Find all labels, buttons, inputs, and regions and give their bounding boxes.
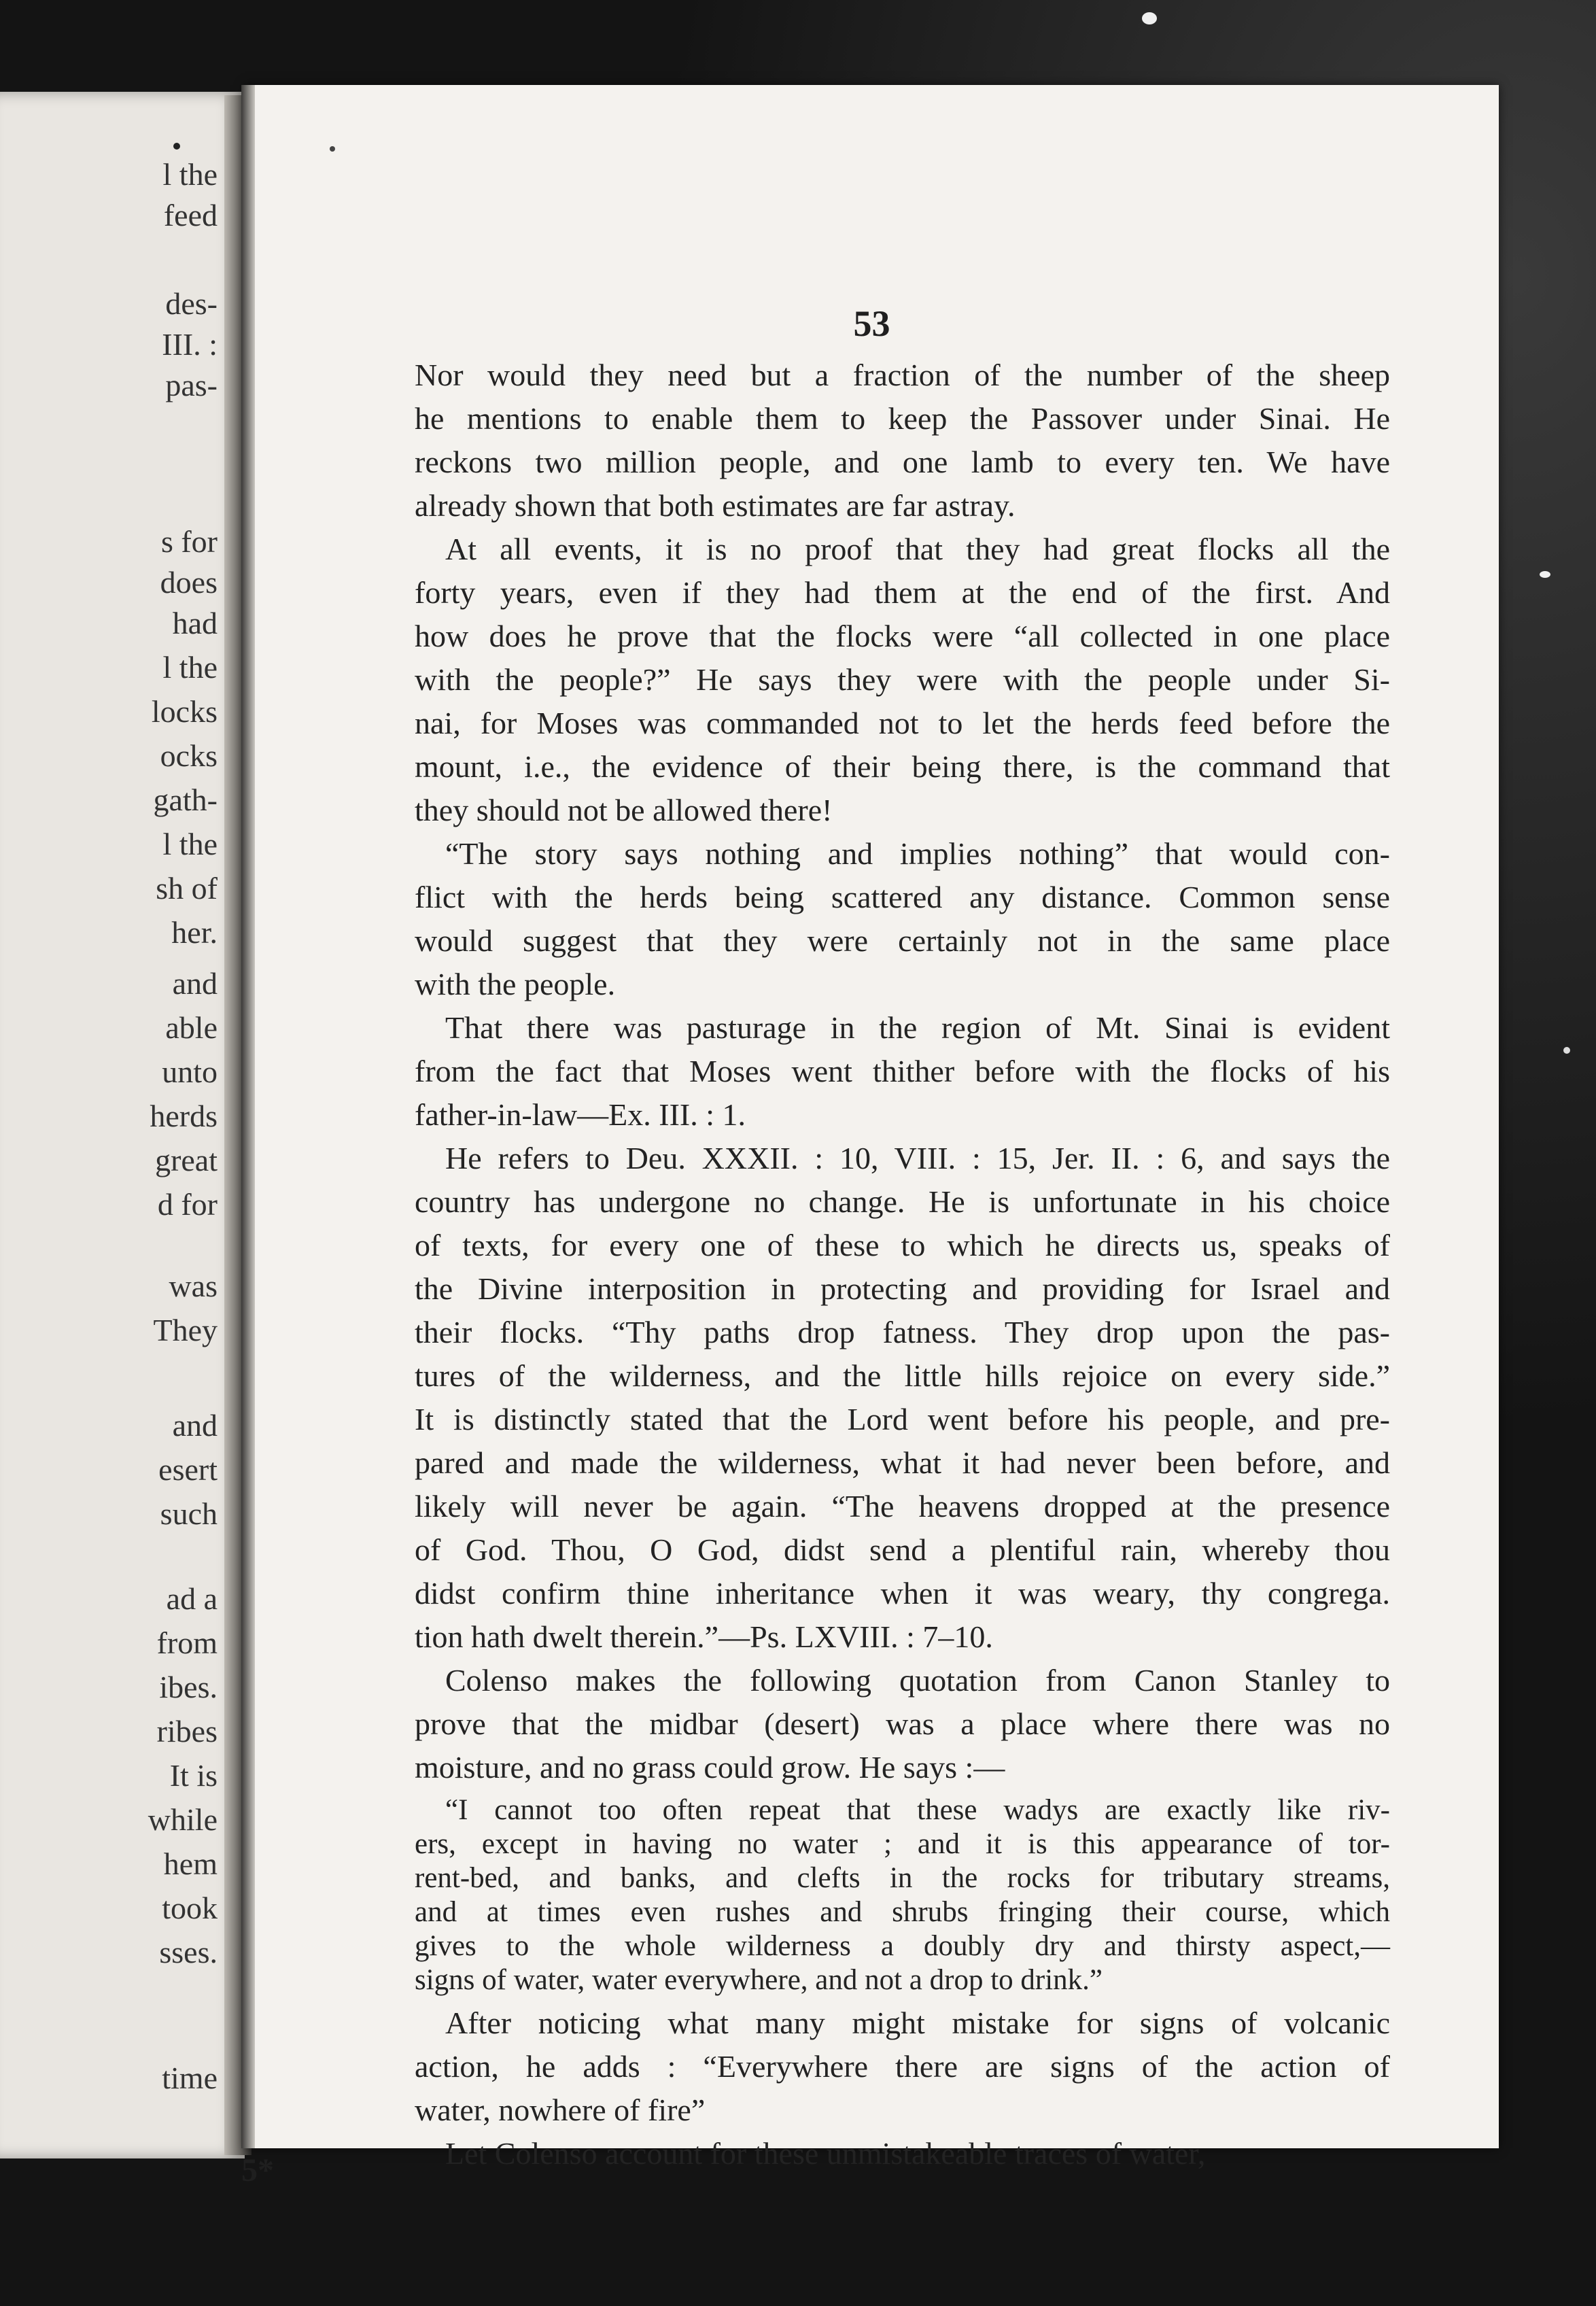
left-page-text-fragment: from bbox=[156, 1625, 218, 1660]
left-page-text-fragment: l the bbox=[162, 827, 218, 861]
left-page-text-fragment: while bbox=[148, 1802, 218, 1837]
left-page-text-fragment: unto bbox=[162, 1054, 218, 1089]
paragraph bbox=[415, 1659, 1390, 1789]
paragraph bbox=[415, 1006, 1390, 1137]
text-line: ers, except in having no water ; and it is this appearance of tor- bbox=[415, 1828, 1390, 1860]
left-page-text-fragment: d for bbox=[157, 1187, 218, 1222]
left-page-text-fragment: great bbox=[155, 1143, 218, 1177]
text-line: he mentions to enable them to keep the Passover under Sinai. He bbox=[415, 401, 1390, 436]
text-line: gives to the whole wilderness a doubly dry and thirsty aspect,— bbox=[415, 1930, 1390, 1962]
left-page-text-fragment: ibes. bbox=[159, 1670, 218, 1704]
page-body bbox=[415, 354, 1390, 2175]
left-page-text-fragment: does bbox=[160, 565, 218, 600]
text-line: their flocks. “Thy paths drop fatness. They drop upon the pas- bbox=[415, 1315, 1390, 1349]
text-line: That there was pasturage in the region of Mt. Sinai is evident bbox=[445, 1010, 1390, 1045]
text-line: father-in-law—Ex. III. : 1. bbox=[415, 1097, 746, 1132]
text-line: of texts, for every one of these to which he directs us, speaks of bbox=[415, 1228, 1390, 1262]
left-page-text-fragment: feed bbox=[163, 198, 218, 233]
left-page-text-fragment: It is bbox=[169, 1758, 218, 1793]
previous-page-fragment bbox=[0, 92, 245, 2158]
left-page-text-fragment: ribes bbox=[156, 1714, 218, 1749]
paragraph bbox=[415, 832, 1390, 1006]
text-line: country has undergone no change. He is unfortunate in his choice bbox=[415, 1184, 1390, 1219]
text-line: how does he prove that the flocks were “all collected in one place bbox=[415, 619, 1390, 653]
left-page-text-fragment: was bbox=[169, 1269, 218, 1303]
text-line: would suggest that they were certainly not in the same place bbox=[415, 923, 1390, 958]
left-page-text-fragment: ad a bbox=[166, 1581, 218, 1616]
paragraph bbox=[415, 1137, 1390, 1659]
paragraph bbox=[415, 354, 1390, 528]
dust-speck bbox=[173, 143, 180, 150]
left-page-text-fragment: and bbox=[172, 966, 218, 1001]
left-page-text-fragment: herds bbox=[150, 1099, 218, 1133]
text-line: with the people?” He says they were with the people under Si- bbox=[415, 662, 1390, 697]
text-line: “The story says nothing and implies nothing” that would con- bbox=[445, 836, 1390, 871]
left-page-text-fragment: time bbox=[162, 2061, 218, 2095]
left-page-text-fragment: such bbox=[160, 1496, 218, 1531]
left-page-text-fragment: able bbox=[165, 1010, 218, 1045]
paragraph bbox=[415, 2001, 1390, 2132]
text-line: reckons two million people, and one lamb to every ten. We have bbox=[415, 445, 1390, 479]
left-page-text-fragment: l the bbox=[162, 157, 218, 192]
left-page-text-fragment: s for bbox=[160, 524, 218, 559]
text-line: didst confirm thine inheritance when it was weary, thy congrega. bbox=[415, 1576, 1390, 1611]
left-page-text-fragment: des- bbox=[165, 286, 218, 321]
left-page-text-fragment: had bbox=[172, 606, 218, 640]
text-line: action, he adds : “Everywhere there are signs of the action of bbox=[415, 2049, 1390, 2084]
left-page-text-fragment: gath- bbox=[153, 782, 218, 817]
dust-speck bbox=[1142, 12, 1157, 24]
text-line: Nor would they need but a fraction of the number of the sheep bbox=[415, 358, 1390, 392]
text-line: water, nowhere of fire” bbox=[415, 2093, 706, 2127]
page-number: 53 bbox=[853, 303, 890, 344]
text-line: rent-bed, and banks, and clefts in the rocks for tributary streams, bbox=[415, 1862, 1390, 1894]
text-line: and at times even rushes and shrubs fringing their course, which bbox=[415, 1896, 1390, 1928]
text-line: “I cannot too often repeat that these wadys are exactly like riv- bbox=[445, 1794, 1390, 1826]
dust-speck bbox=[1563, 1047, 1570, 1054]
text-line: of God. Thou, O God, didst send a plentiful rain, whereby thou bbox=[415, 1532, 1390, 1567]
text-line: already shown that both estimates are far astray. bbox=[415, 488, 1016, 523]
text-line: nai, for Moses was commanded not to let the herds feed before the bbox=[415, 706, 1390, 740]
paragraph bbox=[415, 1793, 1390, 1997]
text-line: with the people. bbox=[415, 967, 616, 1001]
dust-speck bbox=[1540, 571, 1550, 578]
paragraph bbox=[415, 2132, 1390, 2175]
left-page-text-fragment: sh of bbox=[156, 871, 218, 906]
left-page-text-fragment: ocks bbox=[160, 738, 218, 773]
left-page-text-fragment: III. : bbox=[162, 327, 218, 362]
left-page-text-fragment: her. bbox=[171, 915, 218, 950]
left-page-text-fragment: pas- bbox=[165, 368, 218, 402]
left-page-text-fragment: hem bbox=[163, 1846, 218, 1881]
text-line: from the fact that Moses went thither before with the flocks of his bbox=[415, 1054, 1390, 1088]
text-line: mount, i.e., the evidence of their being there, is the command that bbox=[415, 749, 1390, 784]
left-page-text-fragment: esert bbox=[158, 1452, 218, 1487]
paragraph bbox=[415, 528, 1390, 832]
text-line: Let Colenso account for these unmistakeable traces of water, bbox=[445, 2136, 1206, 2171]
text-line: likely will never be again. “The heavens dropped at the presence bbox=[415, 1489, 1390, 1524]
text-line: the Divine interposition in protecting and providing for Israel and bbox=[415, 1271, 1390, 1306]
text-line: prove that the midbar (desert) was a place where there was no bbox=[415, 1706, 1390, 1741]
left-page-text-fragment: They bbox=[153, 1313, 218, 1347]
text-line: He refers to Deu. XXXII. : 10, VIII. : 15, Jer. II. : 6, and says the bbox=[445, 1141, 1390, 1175]
dust-speck bbox=[330, 146, 335, 152]
left-page-text-fragment: took bbox=[162, 1891, 218, 1925]
text-line: moisture, and no grass could grow. He says :— bbox=[415, 1750, 1005, 1785]
page-edge-shadow bbox=[241, 85, 255, 2148]
text-line: they should not be allowed there! bbox=[415, 793, 833, 827]
left-page-text-fragment: sses. bbox=[159, 1935, 218, 1969]
text-line: After noticing what many might mistake for signs of volcanic bbox=[445, 2006, 1390, 2040]
text-line: At all events, it is no proof that they had great flocks all the bbox=[445, 532, 1390, 566]
text-line: Colenso makes the following quotation from Canon Stanley to bbox=[445, 1663, 1390, 1698]
text-line: forty years, even if they had them at the end of the first. And bbox=[415, 575, 1390, 610]
left-page-text-fragment: and bbox=[172, 1408, 218, 1443]
text-line: signs of water, water everywhere, and not a drop to drink.” bbox=[415, 1964, 1103, 1996]
left-page-text-fragment: locks bbox=[151, 694, 218, 729]
text-line: flict with the herds being scattered any distance. Common sense bbox=[415, 880, 1390, 914]
text-line: It is distinctly stated that the Lord went before his people, and pre- bbox=[415, 1402, 1390, 1436]
text-line: tion hath dwelt therein.”—Ps. LXVIII. : 7–10. bbox=[415, 1619, 993, 1654]
left-page-text-fragment: l the bbox=[162, 650, 218, 685]
text-line: tures of the wilderness, and the little hills rejoice on every side.” bbox=[415, 1358, 1390, 1393]
signature-mark: 5* bbox=[241, 2152, 274, 2188]
text-line: pared and made the wilderness, what it had never been before, and bbox=[415, 1445, 1390, 1480]
book-page bbox=[245, 85, 1499, 2171]
